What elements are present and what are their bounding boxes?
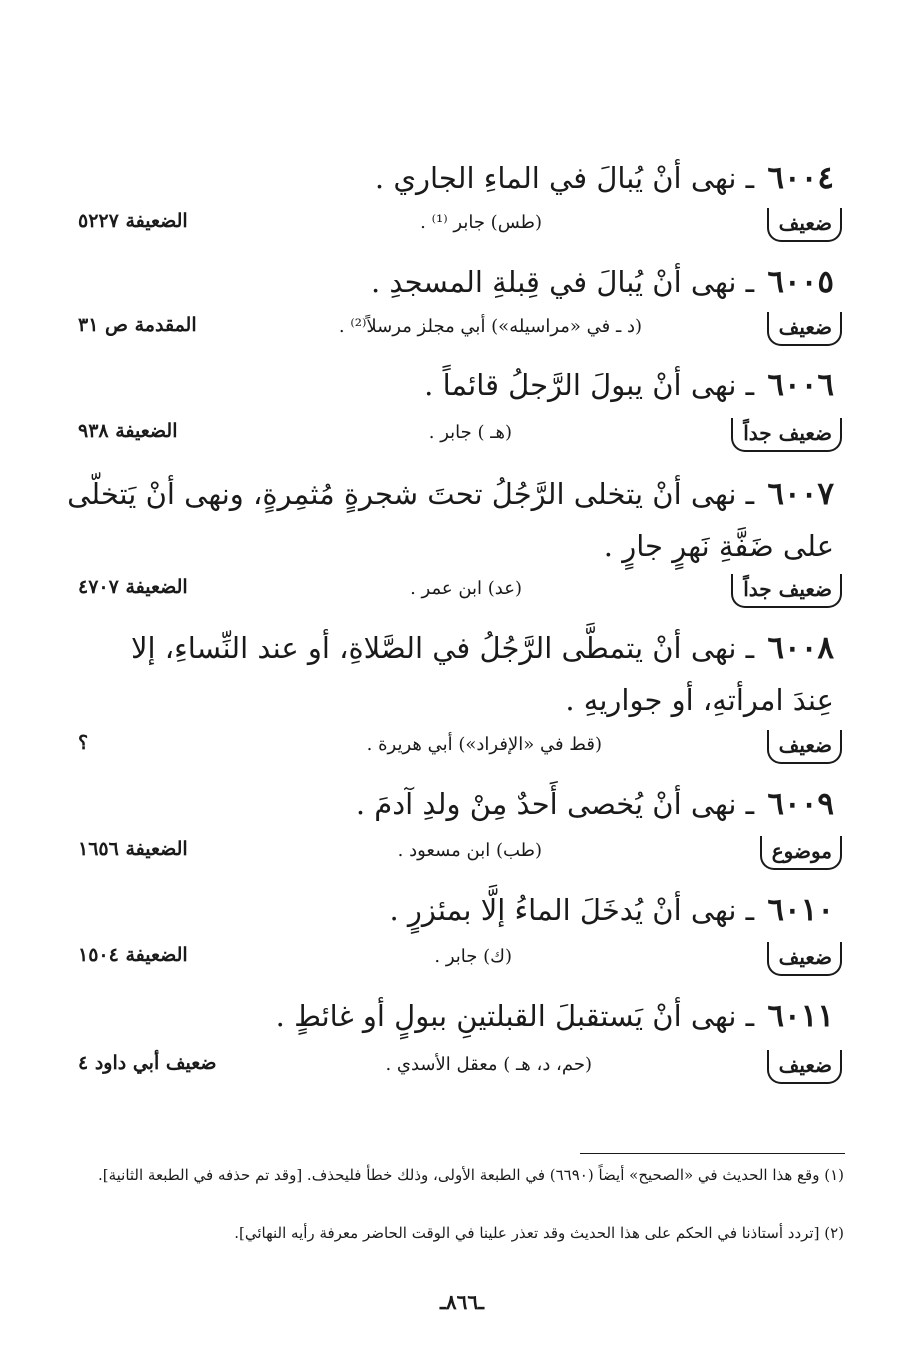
source-text: (ك) جابر .: [434, 946, 512, 967]
reference-text: الضعيفة ٩٣٨: [78, 420, 178, 442]
source-text: (طب) ابن مسعود .: [397, 840, 542, 861]
grade-label: ضعيف جداً: [731, 574, 842, 608]
page-number: ـ٨٦٦ـ: [440, 1290, 484, 1314]
grade-label: موضوع: [760, 836, 842, 870]
hadith-number: ٦٠٠٥: [767, 264, 834, 300]
hadith-number: ٦٠٠٨: [767, 630, 834, 666]
grade-label: ضعيف: [767, 1050, 842, 1084]
source-text: (هـ ) جابر .: [428, 422, 512, 443]
hadith-text: ٦٠١١ ـ نهى أنْ يَستقبلَ القبلتينِ ببولٍ أو غائطٍ .: [275, 998, 834, 1034]
reference-text: ؟: [78, 732, 89, 754]
reference-text: الضعيفة ٥٢٢٧: [78, 210, 188, 232]
grade-label: ضعيف: [767, 942, 842, 976]
source-text: (عد) ابن عمر .: [410, 578, 522, 599]
grade-label: ضعيف: [767, 730, 842, 764]
footnote: (٢) [تردد أستاذنا في الحكم على هذا الحديث وقد تعذر علينا في الوقت الحاضر معرفة رأيه النهائي].: [234, 1224, 844, 1242]
hadith-text-continued: على ضَفَّةِ نَهرٍ جارٍ .: [603, 529, 834, 563]
source-text: (طس) جابر ⁽¹⁾ .: [420, 212, 542, 233]
source-text: (قط في «الإفراد») أبي هريرة .: [366, 734, 602, 755]
grade-row: [78, 418, 842, 454]
grade-row: [78, 208, 842, 244]
reference-text: الضعيفة ٤٧٠٧: [78, 576, 188, 598]
grade-row: [78, 312, 842, 348]
hadith-text: ٦٠٠٤ ـ نهى أنْ يُبالَ في الماءِ الجاري .: [374, 160, 834, 196]
hadith-text-continued: عِندَ امرأتهِ، أو جواريهِ .: [565, 683, 834, 717]
hadith-number: ٦٠٠٩: [767, 786, 834, 822]
grade-label: ضعيف: [767, 312, 842, 346]
hadith-number: ٦٠٠٦: [767, 367, 834, 403]
footnote: (١) وقع هذا الحديث في «الصحيح» أيضاً (٦٦٩٠) في الطبعة الأولى، وذلك خطأ فليحذف. [وقد تم حذفه في الطبعة الثانية].: [97, 1166, 844, 1184]
grade-row: [78, 942, 842, 978]
source-text: (د ـ في «مراسيله») أبي مجلز مرسلاً⁽²⁾ .: [338, 316, 642, 337]
hadith-number: ٦٠٠٧: [767, 476, 834, 512]
hadith-text: ٦٠٠٧ ـ نهى أنْ يتخلى الرَّجُلُ تحتَ شجرةٍ مُثمِرةٍ، ونهى أنْ يَتخلّى: [67, 476, 834, 512]
hadith-text: ٦٠٠٦ ـ نهى أنْ يبولَ الرَّجلُ قائماً .: [424, 367, 834, 403]
hadith-text: ٦٠١٠ ـ نهى أنْ يُدخَلَ الماءُ إلَّا بمئزرٍ .: [389, 892, 834, 928]
reference-text: ضعيف أبي داود ٤: [78, 1052, 217, 1074]
hadith-number: ٦٠٠٤: [767, 160, 834, 196]
footnote-divider: [580, 1153, 845, 1154]
hadith-number: ٦٠١٠: [767, 892, 834, 928]
reference-text: الضعيفة ١٦٥٦: [78, 838, 188, 860]
source-text: (حم، د، هـ ) معقل الأسدي .: [385, 1054, 592, 1075]
reference-text: الضعيفة ١٥٠٤: [78, 944, 188, 966]
hadith-number: ٦٠١١: [767, 998, 834, 1034]
grade-row: [78, 730, 842, 766]
grade-row: [78, 574, 842, 610]
grade-label: ضعيف جداً: [731, 418, 842, 452]
grade-row: [78, 1050, 842, 1086]
grade-row: [78, 836, 842, 872]
hadith-text: ٦٠٠٥ ـ نهى أنْ يُبالَ في قِبلةِ المسجدِ .: [370, 264, 834, 300]
reference-text: المقدمة ص ٣١: [78, 314, 197, 336]
hadith-text: ٦٠٠٩ ـ نهى أنْ يُخصى أَحدٌ مِنْ ولدِ آدمَ .: [355, 786, 834, 822]
grade-label: ضعيف: [767, 208, 842, 242]
hadith-text: ٦٠٠٨ ـ نهى أنْ يتمطَّى الرَّجُلُ في الصَّلاةِ، أو عند النِّساءِ، إلا: [130, 630, 834, 666]
